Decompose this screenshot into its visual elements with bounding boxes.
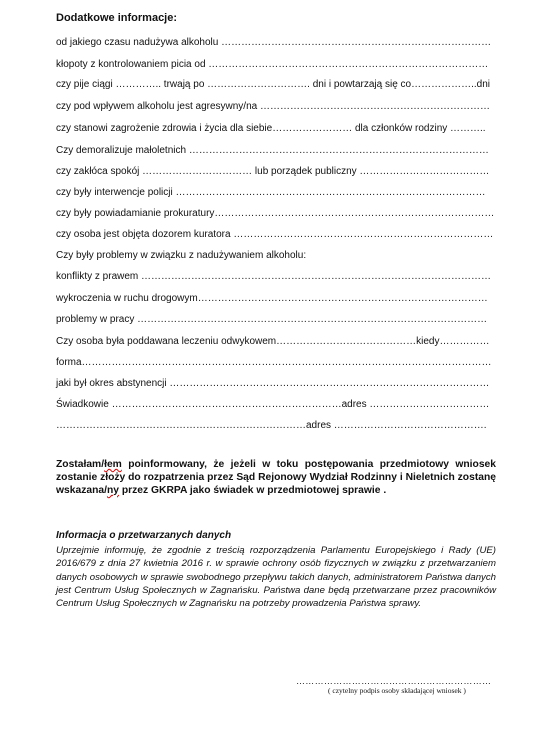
field-line-police-interventions[interactable]: czy były interwencje policji ………………………………………………………………………………… [56, 187, 486, 198]
field-line-disturbs-peace[interactable]: czy zakłóca spokój …………………………… lub porządek publiczny ………………………………… [56, 166, 490, 177]
field-line-prosecutor[interactable]: czy były powiadamianie prokuratury………………………………………………………………………… [56, 208, 495, 219]
signature-label: ( czytelny podpis osoby składającej wniosek ) [328, 686, 466, 695]
data-processing-title: Informacja o przetwarzanych danych [56, 530, 232, 541]
field-line-addiction-treatment[interactable]: Czy osoba była poddawana leczeniu odwykowem……………………………………kiedy…………… [56, 336, 490, 347]
form-heading: Dodatkowe informacje: [56, 12, 178, 24]
field-line-abstinence-period[interactable]: jaki był okres abstynencji …………………………………………………………………………………… [56, 378, 490, 389]
witness-statement: Zostałam/łem poinformowany, że jeżeli w toku postępowania przedmiotowy wniosek zostanie złoży do rozpatrzenia przez Sąd Rejonowy Wydział Rodzinny i Nieletnich zostanę wskazana/ny przez GKRPA jako świadek w przedmiotowej sprawie . [56, 459, 496, 496]
spellcheck-squiggle: ny [106, 485, 119, 496]
field-line-demoralize-minors[interactable]: Czy demoralizuje małoletnich ……………………………………………………………………………… [56, 145, 489, 156]
field-line-health-threat[interactable]: czy stanowi zagrożenie zdrowia i życia dla siebie…………………… dla członków rodziny ……….. [56, 123, 486, 134]
field-line-legal-conflicts[interactable]: konflikty z prawem …………………………………………………………………………………………… [56, 271, 492, 282]
field-line-probation[interactable]: czy osoba jest objęta dozorem kuratora …………………………………………………………………… [56, 229, 494, 240]
field-line-binge-drinking[interactable]: czy pije ciągi ………….. trwają po …………………………. dni i powtarzają się co………………..dni [56, 79, 490, 90]
field-line-traffic-offences[interactable]: wykroczenia w ruchu drogowym…………………………………………………………………………… [56, 293, 488, 304]
field-line-treatment-form[interactable]: forma…………………………………………………………………………………………………………… [56, 357, 492, 368]
field-line-witness-2[interactable]: …………………………………………………………………adres ………………………………………. [56, 420, 487, 431]
signature-line[interactable]: ……………………………………………………… [296, 676, 492, 686]
field-line-aggression[interactable]: czy pod wpływem alkoholu jest agresywny/na …………………………………………………………… [56, 101, 490, 112]
spellcheck-squiggle: łem [104, 459, 122, 470]
field-line-witness-1[interactable]: Świadkowie ……………………………………………………………adres ……………………………… [56, 399, 490, 410]
field-line-abuse-since[interactable]: od jakiego czasu nadużywa alkoholu ……………………………………………………………………… [56, 37, 492, 48]
data-processing-body: Uprzejmie informuję, że zgodnie z treścią rozporządzenia Parlamentu Europejskiego i Rady (UE) 2016/679 z dnia 27 kwietnia 2016 r. w sprawie ochrony osób fizycznych w związku z przetwarzaniem danych osobowych w sprawie swobodnego przepływu takich danych, administratorem Państwa danych jest Centrum Usług Społecznych w Zagnańsku. Państwa dane będą przetwarzane przez pracowników Centrum Usług Społecznych w Zagnańsku na potrzeby prowadzenia Państwa sprawy. [56, 545, 496, 610]
field-line-work-problems[interactable]: problemy w pracy …………………………………………………………………………………………… [56, 314, 488, 325]
field-line-control-problems[interactable]: kłopoty z kontrolowaniem picia od ………………………………………………………………………… [56, 59, 489, 70]
question-alcohol-problems: Czy były problemy w związku z nadużywaniem alkoholu: [56, 250, 307, 261]
